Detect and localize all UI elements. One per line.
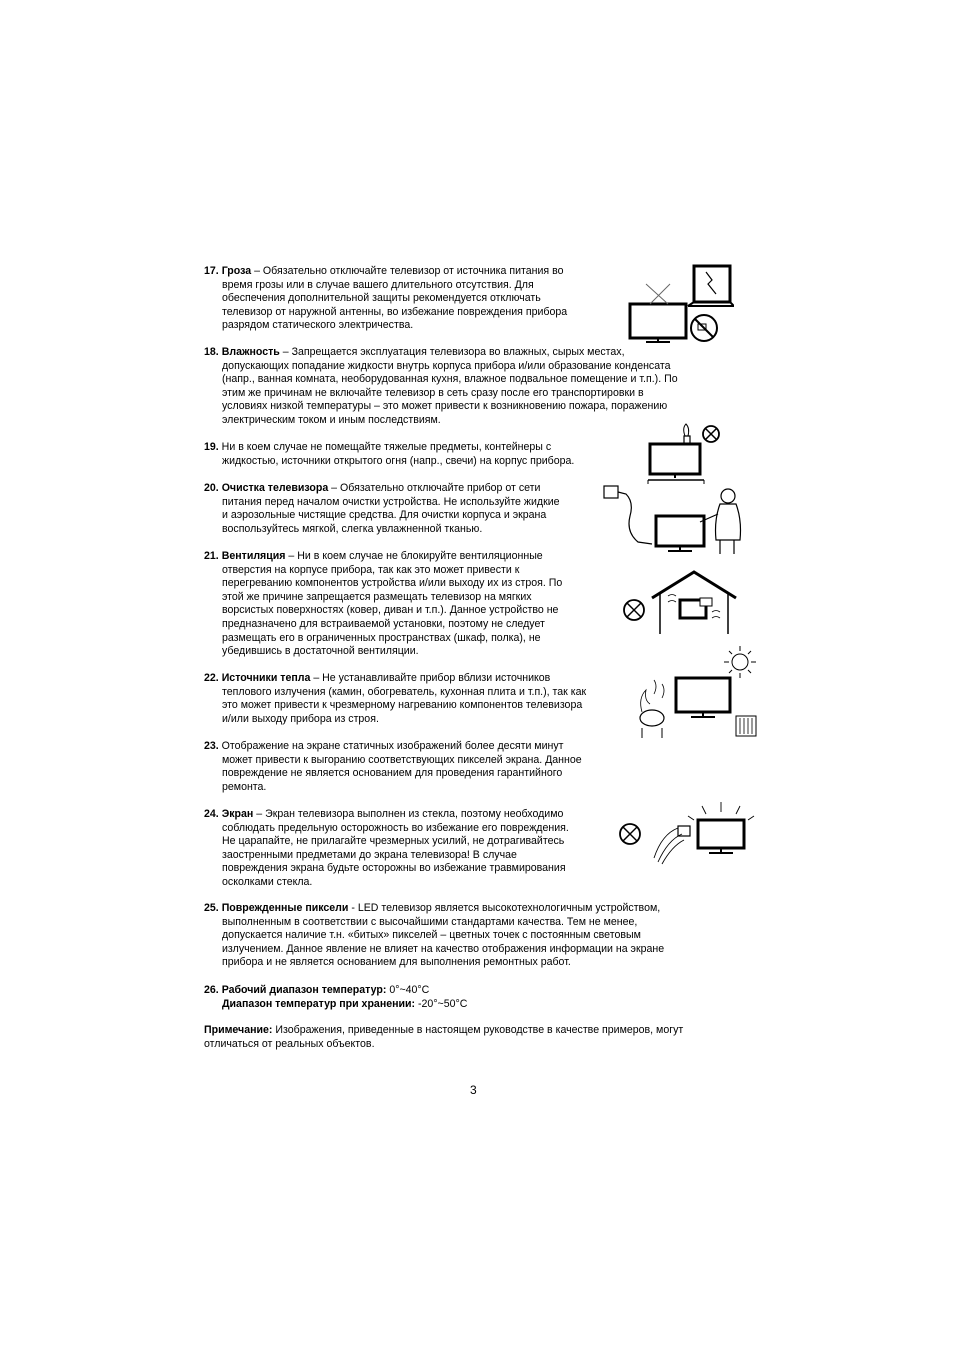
item-text: питания перед началом очистки устройства. Не используйте жидкие xyxy=(222,495,560,508)
item-text: повреждения экрана будьте осторожны во избежание травмирования xyxy=(222,862,566,875)
item-text: этой же причине запрещается размещать телевизор на мягких xyxy=(222,590,532,603)
tv-on-table-icon xyxy=(644,420,724,486)
item-text: Отображение на экране статичных изображений более десяти минут xyxy=(218,740,564,752)
item-text: ремонта. xyxy=(222,780,267,793)
item-text: жидкостью, источники открытого огня (напр., свечи) на корпус прибора. xyxy=(222,454,575,467)
item-text: – Ни в коем случае не блокируйте вентиляционные xyxy=(285,550,543,562)
item-number: 23. xyxy=(204,740,219,752)
item-text: – Не устанавливайте прибор вблизи источников xyxy=(310,672,551,684)
item-title: Вентиляция xyxy=(221,550,286,562)
item-number: 24. xyxy=(204,808,219,820)
item-number: 20. xyxy=(204,482,219,494)
item-text: – Обязательно отключайте телевизор от источника питания во xyxy=(251,265,564,277)
item-text: осколками стекла. xyxy=(222,875,313,888)
item-text: – Запрещается эксплуатация телевизора во влажных, сырых местах, xyxy=(279,346,625,358)
storage-temp-label: Диапазон температур при хранении: xyxy=(222,997,416,1010)
item-20 xyxy=(204,482,560,536)
item-title: Источники тепла xyxy=(221,672,311,684)
item-title: Поврежденные пиксели xyxy=(221,902,349,914)
item-title: Влажность xyxy=(221,346,280,358)
item-text: прибора и не является основанием для выполнения ремонтных работ. xyxy=(222,956,571,969)
item-text: повреждение не является основанием для проведения гарантийного xyxy=(222,767,563,780)
note xyxy=(204,1024,683,1051)
item-number: 22. xyxy=(204,672,219,684)
item-number: 21. xyxy=(204,550,219,562)
item-text: предназначено для встраиваемой установки, поэтому не следует xyxy=(222,617,545,630)
item-26-temperature xyxy=(204,984,467,1011)
item-text: Не царапайте, не прилагайте чрезмерных усилий, не дотрагивайтесь xyxy=(222,835,565,848)
operating-temp-label: Рабочий диапазон температур: xyxy=(221,984,387,996)
item-text: (напр., ванная комната, необорудованная кухня, влажное подвальное помещение и т.п.). По xyxy=(222,373,678,386)
cleaning-tv-icon xyxy=(600,482,746,556)
item-text: этим же причинам не включайте телевизор в сеть сразу после его транспортировки в xyxy=(222,386,644,399)
item-text: излучением. Данное явление не влияет на качество отображения информации на экране xyxy=(222,942,665,955)
item-text: допускающих попадание жидкости внутрь корпуса прибора и/или образование конденсата xyxy=(222,359,671,372)
item-text: и аэрозольные чистящие средства. Для очистки корпуса и экрана xyxy=(222,509,547,522)
item-text: обеспечения дополнительной защиты рекомендуется отключать xyxy=(222,292,541,305)
item-24 xyxy=(204,808,569,890)
item-number: 19. xyxy=(204,441,219,453)
item-text: время грозы или в случае вашего длительного отсутствия. Для xyxy=(222,278,534,291)
screen-damage-icon xyxy=(616,798,756,868)
item-text: допускается наличие т.н. «битых» пикселей – цветных точек с постоянным световым xyxy=(222,929,641,942)
thunderstorm-tv-icon xyxy=(624,262,734,346)
item-text: и/или выходу прибора из строя. xyxy=(222,712,379,725)
item-number: 18. xyxy=(204,346,219,358)
item-text: может привести к выгоранию соответствующих пикселей экрана. Данное xyxy=(222,753,582,766)
item-21 xyxy=(204,550,562,659)
item-text: электрическим током и иным последствиям. xyxy=(222,413,441,426)
storage-temp-value: -20°~50°С xyxy=(415,997,468,1010)
item-text: убедившись в достаточной вентиляции. xyxy=(222,645,419,658)
item-text: это может привести к чрезмерному нагреванию компонентов телевизора xyxy=(222,699,583,712)
item-text: заостренными предметами до экрана телевизора! В случае xyxy=(222,848,517,861)
item-text: теплового излучения (камин, обогреватель, кухонная плита и т.п.), так как xyxy=(222,685,587,698)
item-text: - LED телевизор является высокотехнологичным устройством, xyxy=(348,902,661,914)
operating-temp-value: 0°~40°С xyxy=(386,984,430,996)
item-number: 25. xyxy=(204,902,219,914)
note-label: Примечание: xyxy=(204,1024,273,1036)
item-18 xyxy=(204,346,678,428)
item-text: соблюдать предельную осторожность во избежание его повреждения. xyxy=(222,821,569,834)
item-text: ворсистых поверхностях (ковер, диван и т.п.). Данное устройство не xyxy=(222,604,559,617)
item-title: Гроза xyxy=(221,265,252,277)
item-text: перегреванию компонентов устройства и/или выходу их из строя. По xyxy=(222,577,563,590)
item-text: – Экран телевизора выполнен из стекла, поэтому необходимо xyxy=(253,808,564,820)
item-title: Очистка телевизора xyxy=(221,482,329,494)
item-22 xyxy=(204,672,586,726)
item-text: – Обязательно отключайте прибор от сети xyxy=(328,482,541,494)
item-text: Ни в коем случае не помещайте тяжелые предметы, контейнеры с xyxy=(218,441,552,453)
page-number: 3 xyxy=(470,1083,477,1097)
item-25 xyxy=(204,902,664,970)
item-text: размещать его в ограниченных пространствах (шкаф, полка), не xyxy=(222,631,541,644)
ventilation-house-icon xyxy=(618,568,742,638)
heat-sources-icon xyxy=(634,644,760,740)
item-text: разрядом статического электричества. xyxy=(222,319,414,332)
item-title: Экран xyxy=(221,808,254,820)
item-number: 17. xyxy=(204,265,219,277)
item-text: выполненным в соответствии с высочайшими стандартами качества. Тем не менее, xyxy=(222,915,638,928)
item-17 xyxy=(204,265,567,333)
item-text: воспользуйтесь мягкой, слегка увлажненной тканью. xyxy=(222,522,483,535)
item-text: отверстия на корпусе прибора, так как это может привести к xyxy=(222,563,520,576)
item-number: 26. xyxy=(204,984,219,996)
item-text: условиях низкой температуры – это может привести к возникновению пожара, поражению xyxy=(222,400,668,413)
note-text: отличаться от реальных объектов. xyxy=(204,1037,375,1050)
note-text: Изображения, приведенные в настоящем руководстве в качестве примеров, могут xyxy=(272,1024,684,1036)
item-23 xyxy=(204,740,582,794)
item-text: телевизор от наружной антенны, во избежание повреждения прибора xyxy=(222,305,568,318)
item-19 xyxy=(204,441,574,468)
